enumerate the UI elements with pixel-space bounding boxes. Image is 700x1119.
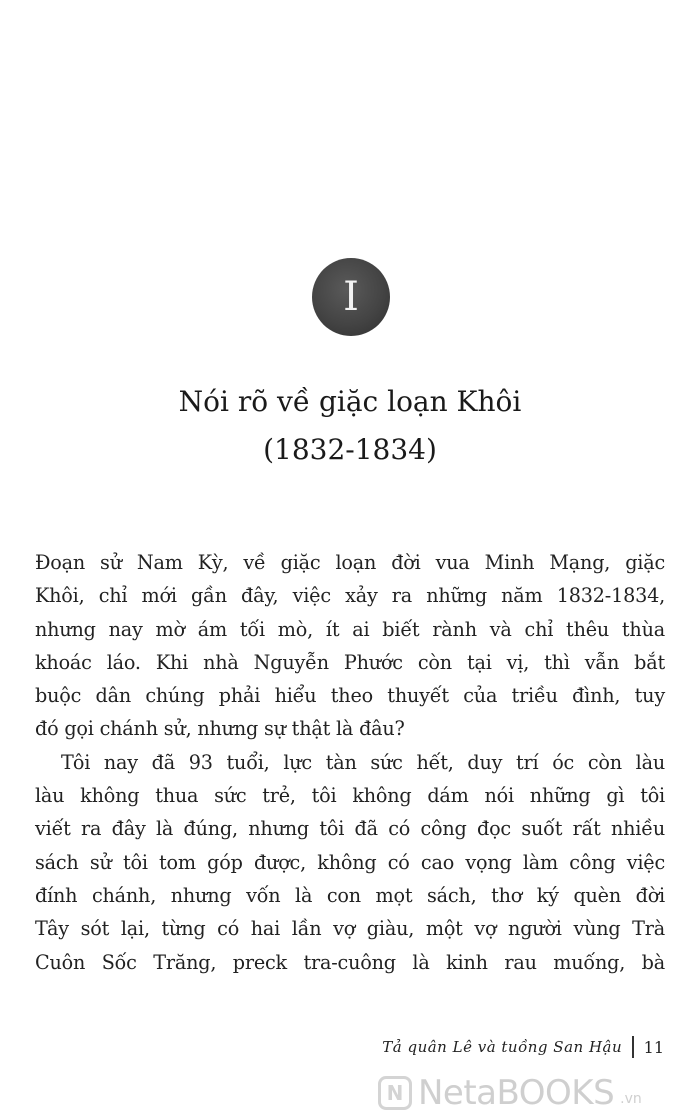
text-line: đó gọi chánh sử, nhưng sự thật là đâu? [35,717,405,741]
text-line: buộc dân chúng phải hiểu theo thuyết của triều đình, tuy [35,684,665,708]
text-line: nhưng nay mờ ám tối mò, ít ai biết rành và chỉ thêu thùa [35,617,665,641]
text-line: sách sử tôi tom góp được, không có cao vọng làm công việc [35,850,665,874]
running-title: Tả quân Lê và tuồng San Hậu [382,1038,623,1056]
watermark-brand: NetaBOOKS [418,1073,615,1113]
page-number: 11 [643,1037,664,1057]
text-line: Tây sót lại, từng có hai lần vợ giàu, một vợ người vùng Trà [35,917,665,941]
text-line: Đoạn sử Nam Kỳ, về giặc loạn đời vua Minh Mạng, giặc [35,551,665,574]
text-line: Khôi, chỉ mới gần đây, việc xảy ra những năm 1832-1834, [35,584,665,608]
text-line: Tôi nay đã 93 tuổi, lực tàn sức hết, duy trí óc còn làu [61,750,665,774]
chapter-number-badge [312,258,390,336]
text-line: làu không thua sức trẻ, tôi không dám nói những gì tôi [35,784,665,808]
footer-divider [632,1036,634,1058]
text-line: khoác láo. Khi nhà Nguyễn Phước còn tại vị, thì vẫn bắt [35,650,665,674]
paragraph [35,546,665,746]
paragraph [35,746,665,979]
chapter-title-dates: (1832-1834) [263,433,437,466]
text-line: viết ra đây là đúng, nhưng tôi đã có công đọc suốt rất nhiều [35,817,665,841]
chapter-title-line: Nói rõ về giặc loạn Khôi [178,385,522,418]
chapter-title [0,378,700,474]
watermark-logo-icon: N [378,1076,412,1110]
body-text [35,546,665,979]
chapter-numeral: I [343,274,359,320]
watermark-suffix: .vn [620,1091,642,1107]
text-line: Cuôn Sốc Trăng, preck tra-cuông là kinh rau muống, bà [35,950,665,974]
page-footer [382,1036,664,1058]
watermark [378,1073,642,1113]
text-line: đính chánh, nhưng vốn là con mọt sách, thơ ký quèn đời [35,883,665,907]
